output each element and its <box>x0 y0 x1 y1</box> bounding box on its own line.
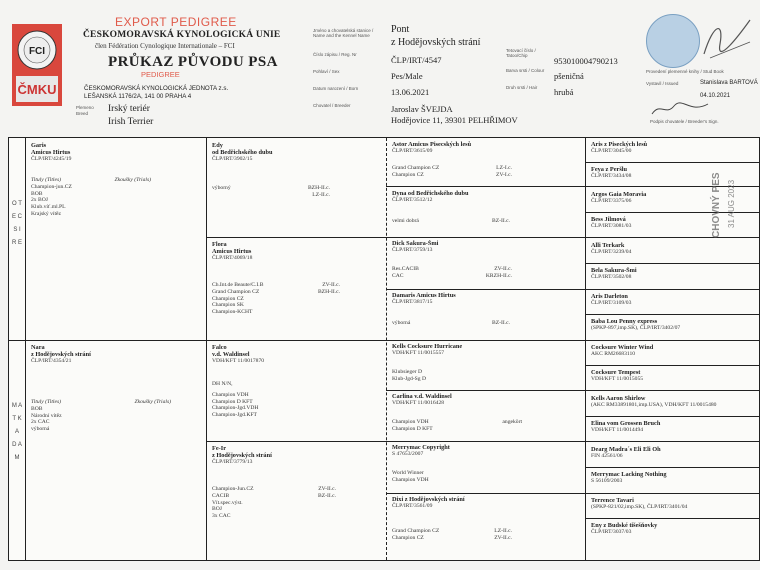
dam-title: výborná <box>31 425 50 432</box>
great-grandparent-name: Astor Amicus Pisecských lesů <box>392 141 472 148</box>
great-grandparent-exam: BZ-II.c. <box>491 319 510 326</box>
svg-text:ČMKU: ČMKU <box>17 82 57 97</box>
great-grandparent-name: Dick Sakura-Šmi <box>392 240 439 247</box>
dog-reg: ČLP/IRT/4547 <box>391 55 442 65</box>
great-grandparent-exam: ZV-I.c. <box>496 171 512 178</box>
great-grandparent-exam: LZ-II.c. <box>494 527 512 534</box>
ancestor-cell <box>591 395 757 415</box>
club-name: ČESKOMORAVSKÁ KYNOLOGICKÁ JEDNOTA z.s. <box>84 85 229 92</box>
dog-hair: hrubá <box>554 87 574 97</box>
grandparent-note: 3x CAC <box>212 512 231 519</box>
breed-en: Irish Terrier <box>108 117 154 127</box>
dam-title: 2x CAC <box>31 419 50 426</box>
name-label: Jméno a chovatelská stanice / Name and the Kennel Name <box>313 28 374 39</box>
ancestor-name: Cocksure Tempest <box>591 369 641 376</box>
great-grandparent-note: World Winner <box>392 469 424 476</box>
great-grandparent-note: CAC <box>392 272 404 279</box>
dog-name-line2: z Hodějovských strání <box>391 37 481 48</box>
ancestor-cell <box>591 446 741 466</box>
dam-kennel: z Hodějovských strání <box>31 351 91 359</box>
hair-label: Druh srsti / Hair <box>506 85 538 90</box>
breed-cz: Irský teriér <box>108 104 150 114</box>
great-grandparent-note: Res.CACIB <box>392 265 419 272</box>
ancestor-reg: S 56109/2003 <box>591 478 623 485</box>
dog-name-line1: Pont <box>391 24 410 35</box>
stud-book-stamp <box>646 14 700 68</box>
ancestor-name: Baba Lou Penny express <box>591 318 658 325</box>
breeder-label: Chovatel / Breeder <box>313 103 351 108</box>
great-grandparent-exam: angekört <box>502 418 522 425</box>
dog-coat: pšeničná <box>554 71 584 81</box>
great-grandparent-name: Damaris Amicus Hirtus <box>392 292 456 299</box>
great-grandparent-name: Dyna od Bedřichského dubu <box>392 190 469 197</box>
grandparent-note: CACIB <box>212 492 230 499</box>
fci-logo <box>12 24 62 106</box>
chip-label: Tetovací číslo / Tatoo/Chip <box>506 48 536 59</box>
grandparent-note: výborný <box>212 185 231 192</box>
dog-chip: 953010004790213 <box>554 56 618 66</box>
sire-reg: ČLP/IRT/4245/19 <box>31 156 72 163</box>
ancestor-name: Feya z Peršlu <box>591 166 628 173</box>
great-grandparent-cell <box>392 240 580 288</box>
signature-mark <box>700 14 754 64</box>
sire-title: Champion-jun.CZ <box>31 183 72 190</box>
dog-sex: Pes/Male <box>391 71 423 81</box>
great-grandparent-exam: ZV-II.c. <box>494 265 512 272</box>
ancestor-cell <box>591 471 741 493</box>
sire-title: 2x BOJ <box>31 197 48 204</box>
great-grandparent-cell <box>392 393 580 441</box>
great-grandparent-cell <box>392 496 580 556</box>
great-grandparent-cell <box>392 141 580 185</box>
ancestor-cell <box>591 242 741 262</box>
great-grandparent-note: Klub-Jgd-Sg D <box>392 375 427 382</box>
grandparent-reg: ČLP/IRT/3902/15 <box>212 156 253 163</box>
grandparent-name: Falco <box>212 344 227 351</box>
sire-title: BOB <box>31 190 43 197</box>
ancestor-name: Aris Darleton <box>591 293 628 300</box>
great-grandparent-reg: ČLP/IRT/3615/09 <box>392 148 433 155</box>
great-grandparent-note: Grand Champion CZ <box>392 527 440 534</box>
grandparent-note: Champion-Jgd.VDH <box>212 405 259 412</box>
great-grandparent-name: Carlina v.d. Waldinsel <box>392 393 452 400</box>
ancestor-cell <box>591 522 741 544</box>
ancestor-name: Aris z Piseckých lesů <box>591 141 648 148</box>
ancestor-name: Merrymac Lacking Nothing <box>591 471 667 478</box>
dam-exams-label: Zkoušky (Trials) <box>134 399 171 406</box>
ancestor-name: Dearg Madra´s Eli Eli Oh <box>591 446 661 453</box>
grandparent-reg: ČLP/IRT/3779/13 <box>212 459 253 466</box>
grandparent-cell <box>212 241 382 337</box>
ancestor-name: Alli Terkark <box>591 242 625 249</box>
dam-name: Nara <box>31 344 45 351</box>
grandparent-kennel: v.d. Waldinsel <box>212 351 250 359</box>
pedigree-table <box>8 137 760 561</box>
grandparent-cell <box>212 344 382 438</box>
sire-cell <box>31 142 201 337</box>
great-grandparent-reg: ČLP/IRT/3561/09 <box>392 503 433 510</box>
ancestor-name: Cocksure Winter Wind <box>591 344 654 351</box>
great-grandparent-note: Champion VDH <box>392 418 429 425</box>
grandparent-name: Edy <box>212 142 223 149</box>
great-grandparent-note: velmi dobrá <box>392 217 419 224</box>
grandparent-name: Fe-Ir <box>212 445 226 452</box>
grandparent-exam: LZ-II.c. <box>312 191 330 198</box>
grandparent-note: Champion-Jgd.KFT <box>212 411 257 418</box>
great-grandparent-cell <box>392 190 580 236</box>
grandparent-note: Champion VDH <box>212 391 249 398</box>
ancestor-cell <box>591 293 741 313</box>
ancestor-reg: ČLP/IRT/3081/03 <box>591 223 632 230</box>
coat-label: Barva srsti / Colour <box>506 68 545 73</box>
ancestor-reg: AKC RM26683110 <box>591 351 636 358</box>
ancestor-reg: (SPKP-897,imp.SK), ČLP/IRT/3402/07 <box>591 325 681 332</box>
ancestor-cell <box>591 141 741 161</box>
great-grandparent-exam: LZ-I.c. <box>496 164 512 171</box>
ancestor-name: Eny z Budské tišešňovky <box>591 522 658 529</box>
grandparent-exam: BZH-II.c. <box>317 288 340 295</box>
sire-kennel: Amicus Hirtus <box>31 149 71 157</box>
breeder-signature <box>650 100 710 118</box>
ancestor-reg: (SPKP-821/02,imp.SK), ČLP/IRT/3401/04 <box>591 504 688 511</box>
ancestor-cell <box>591 497 751 517</box>
ancestor-reg: ČLP/IRT/3239/04 <box>591 249 632 256</box>
document-subtitle: PEDIGREE <box>141 70 180 79</box>
ancestor-cell <box>591 318 751 340</box>
breeder-name: Jaroslav ŠVEJDA <box>391 104 453 114</box>
sire-name: Garis <box>31 142 47 149</box>
export-label: EXPORT PEDIGREE <box>115 15 237 29</box>
great-grandparent-name: Kells Cocksure Hurricane <box>392 343 463 350</box>
stamp-date: 31 AUG 2023 <box>727 179 736 228</box>
org-name: ČESKOMORAVSKÁ KYNOLOGICKÁ UNIE <box>83 30 281 40</box>
sire-title: Krajský vítěz <box>31 210 61 217</box>
issued-by: Stanislava BARTOVÁ <box>700 80 758 86</box>
great-grandparent-note: Klubsieger D <box>392 368 422 375</box>
ancestor-name: Elina vom Grossen Bruch <box>591 420 661 427</box>
sire-side-label: O T E C S I R E <box>11 201 31 246</box>
great-grandparent-note: Champion D KFT <box>392 425 433 432</box>
breed-label-en: Breed <box>76 111 89 116</box>
grandparent-note: Champion-Jun.CZ <box>212 486 254 493</box>
ancestor-reg: (AKC RM33891801,imp.USA), VDH/KFT 11/0015480 <box>591 402 717 409</box>
dam-title: Národní vítěz <box>31 412 62 419</box>
grandparent-note: Ch.Int.de Beaute/C.I.B <box>212 282 264 289</box>
ancestor-reg: ČLP/IRT/3502/08 <box>591 274 632 281</box>
grandparent-note: Grand Champion CZ <box>212 288 260 295</box>
great-grandparent-reg: ČLP/IRT/3759/13 <box>392 247 433 254</box>
grandparent-note: Champion D KFT <box>212 398 253 405</box>
great-grandparent-note: výborná <box>392 319 411 326</box>
grandparent-name: Flora <box>212 241 227 248</box>
great-grandparent-note: Champion CZ <box>392 534 424 541</box>
dam-side-label: M A T K A D A M <box>11 403 28 461</box>
great-grandparent-exam: ZV-II.c. <box>494 534 512 541</box>
great-grandparent-cell <box>392 292 580 340</box>
sire-title: Klub.víť.ml.PL <box>31 203 66 210</box>
dog-dob: 13.06.2021 <box>391 87 430 97</box>
grandparent-note: Champion SK <box>212 302 244 309</box>
sire-exams-label: Zkoušky (Trials) <box>114 177 151 184</box>
ancestor-reg: ČLP/IRT/3045/00 <box>591 148 632 155</box>
great-grandparent-exam: BZ-II.c. <box>491 217 510 224</box>
ancestor-name: Kells Aaron Shirlow <box>591 395 646 402</box>
document-title: PRŮKAZ PŮVODU PSA <box>108 54 278 70</box>
grandparent-exam: ZV-II.c. <box>322 282 340 289</box>
breeding-stamp: CHOVNÝ PES <box>711 172 722 238</box>
grandparent-exam: BZH-II.c. <box>307 185 330 192</box>
breeder-sign-label: Podpis chovatele / Breeder's Sign. <box>650 119 719 124</box>
ancestor-cell <box>591 344 741 364</box>
great-grandparent-note: Champion CZ <box>392 171 424 178</box>
great-grandparent-cell <box>392 343 580 389</box>
grandparent-kennel: z Hodějovských strání <box>212 452 272 460</box>
great-grandparent-cell <box>392 444 580 492</box>
breed-label-cz: Plemeno <box>76 105 94 110</box>
grandparent-exam: BZ-II.c. <box>317 492 336 499</box>
grandparent-note: Champion CZ <box>212 295 244 302</box>
ancestor-reg: VDH/KFT 11/0015055 <box>591 376 644 383</box>
grandparent-kennel: Amicus Hirtus <box>212 248 252 256</box>
dam-reg: ČLP/IRT/4354/21 <box>31 358 72 365</box>
great-grandparent-reg: ČLP/IRT/3817/15 <box>392 299 433 306</box>
issue-date: 04.10.2021 <box>700 93 731 99</box>
great-grandparent-exam: KRZH-II.c. <box>485 272 512 279</box>
ancestor-name: Argos Gaia Moravia <box>591 191 647 198</box>
sex-label: Pohlaví / Sex <box>313 69 340 74</box>
sire-titles-label: Tituly (Titles) <box>31 177 61 184</box>
ancestor-reg: VDH/KFT 11/0014494 <box>591 427 644 434</box>
dob-label: Datum narození / Born <box>313 86 359 91</box>
grandparent-kennel: od Bedřichského dubu <box>212 149 273 157</box>
reg-label: Číslo zápisu / Reg. Nr <box>313 52 357 57</box>
grandparent-note: Champion-KCHT <box>212 308 253 315</box>
issued-by-label: Vystavil / Issued <box>646 81 679 86</box>
ancestor-reg: ČLP/IRT/3375/06 <box>591 198 632 205</box>
ancestor-name: Bess Jilmová <box>591 216 626 223</box>
grandparent-reg: VDH/KFT 11/0017870 <box>212 358 265 365</box>
ancestor-name: Bela Sakura-Šmi <box>591 267 637 274</box>
grandparent-exam: ZV-II.c. <box>318 486 336 493</box>
great-grandparent-name: Merrymac Copyright <box>392 444 450 451</box>
grandparent-note: DH N/N, <box>212 381 233 388</box>
dam-titles-label: Tituly (Titles) <box>31 399 61 406</box>
ancestor-reg: ČLP/IRT/3434/08 <box>591 173 632 180</box>
grandparent-reg: ČLP/IRT/4069/18 <box>212 255 253 262</box>
ancestor-cell <box>591 267 741 289</box>
great-grandparent-reg: ČLP/IRT/3512/12 <box>392 197 433 204</box>
great-grandparent-reg: VDH/KFT 11/0015557 <box>392 350 445 357</box>
great-grandparent-reg: S 47653/2007 <box>392 451 424 458</box>
org-member: člen Fédération Cynologique Internationale – FCI <box>95 42 235 50</box>
svg-text:FCI: FCI <box>28 46 46 57</box>
ancestor-reg: ČLP/IRT/3037/03 <box>591 529 632 536</box>
ancestor-name: Terrence Tavari <box>591 497 634 504</box>
grandparent-cell <box>212 445 382 555</box>
ancestor-reg: ČLP/IRT/3109/03 <box>591 300 632 307</box>
ancestor-reg: FIN 42561/06 <box>591 453 623 460</box>
great-grandparent-name: Dixi z Hodějovských strání <box>392 496 465 503</box>
grandparent-note: BOJ <box>212 506 222 513</box>
great-grandparent-note: Grand Champion CZ <box>392 164 440 171</box>
breeder-address: Hodějovice 11, 39301 PELHŘIMOV <box>391 115 518 125</box>
grandparent-cell <box>212 142 382 234</box>
ancestor-cell <box>591 420 741 442</box>
club-address: LEŠANSKÁ 1176/2A, 141 00 PRAHA 4 <box>84 93 192 100</box>
dam-title: BOB <box>31 405 43 412</box>
ancestor-cell <box>591 369 741 391</box>
grandparent-note: Vít.spec.výst. <box>212 499 243 506</box>
great-grandparent-note: Champion VDH <box>392 476 429 483</box>
dam-cell <box>31 344 201 554</box>
great-grandparent-reg: VDH/KFT 11/0016428 <box>392 400 445 407</box>
stud-book-label: Provedení plemenné knihy / Stud Book <box>646 69 724 74</box>
